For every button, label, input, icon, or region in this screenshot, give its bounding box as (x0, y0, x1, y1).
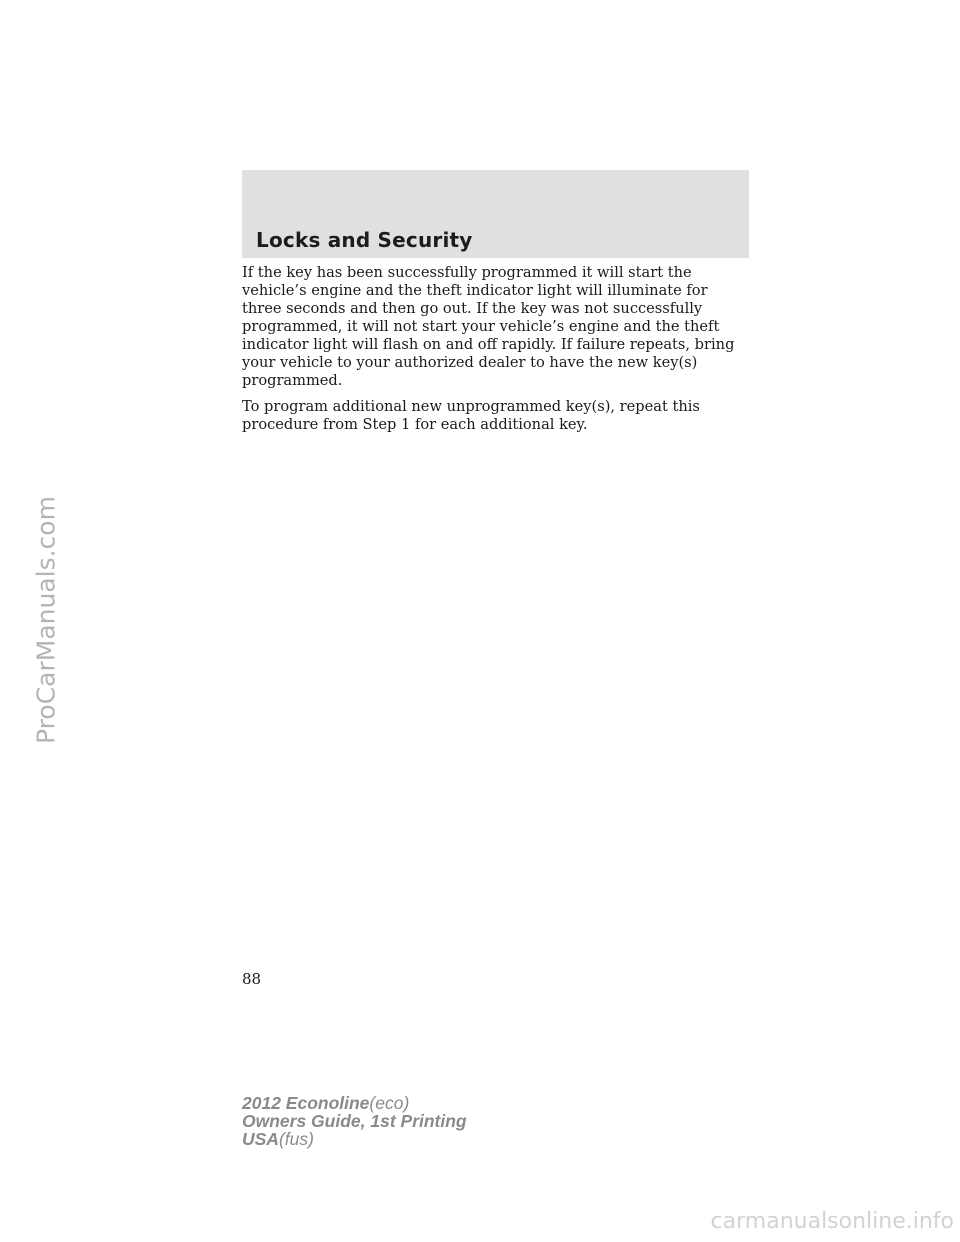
page-number: 88 (242, 970, 262, 988)
footer-market: USA (242, 1129, 279, 1149)
paragraph-additional-keys: To program additional new unprogrammed key(s), repeat this procedure from Step 1 for each additional key. (242, 398, 700, 433)
footer-guide: Owners Guide, 1st Printing (242, 1111, 467, 1131)
footer (242, 1094, 467, 1148)
footer-market-code: (fus) (278, 1129, 314, 1149)
section-header-band (242, 170, 749, 258)
footer-line-market (242, 1130, 467, 1148)
bottom-watermark: carmanualsonline.info (710, 1209, 954, 1234)
section-title: Locks and Security (256, 228, 473, 252)
paragraph-key-programmed: If the key has been successfully programmed it will start the vehicle’s engine and the theft indicator light will illuminate for three seconds and then go out. If the key was not successfully programmed, it will not start your vehicle’s engine and the theft indicator light will flash on and off rapidly. If failure repeats, bring your vehicle to your authorized dealer to have the new key(s) programmed. (242, 264, 735, 389)
body-text (242, 264, 749, 442)
footer-model: 2012 Econoline (242, 1093, 370, 1113)
footer-line-model (242, 1094, 467, 1112)
side-watermark: ProCarManuals.com (31, 496, 61, 744)
footer-model-code: (eco) (369, 1093, 410, 1113)
